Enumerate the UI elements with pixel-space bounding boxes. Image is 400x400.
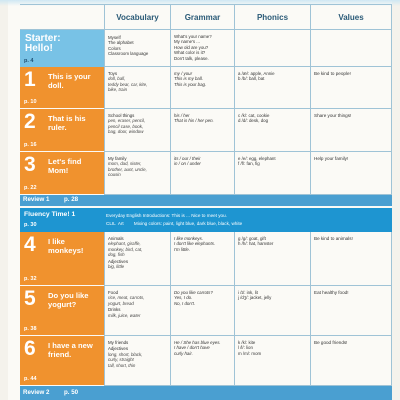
- unit-values-text: [314, 340, 390, 345]
- unit-phonics-text: [238, 113, 309, 124]
- vocab-item: My friends: [108, 340, 129, 345]
- grammar-item: This is your bag.: [174, 81, 207, 87]
- phonics-item: b /b/: ball, bat: [238, 76, 265, 82]
- phonics-item: j /dʒ/: jacket, jelly: [238, 295, 272, 301]
- vocab-item: yogurt, bread: [108, 300, 134, 306]
- unit-page: p. 16: [24, 142, 37, 148]
- unit-3-vocab-cell: [104, 152, 171, 195]
- unit-vocab-text: [108, 71, 170, 93]
- fluency-bar: [20, 208, 392, 232]
- unit-grammar-text: [174, 340, 233, 356]
- unit-3-phonics-cell: [235, 152, 311, 195]
- unit-6-cell: [20, 336, 104, 386]
- grammar-item: This is my ball.: [174, 76, 204, 82]
- unit-phonics-text: [238, 236, 309, 247]
- unit-number: 1: [24, 68, 36, 91]
- vocab-item: School things: [108, 113, 135, 118]
- unit-vocab-text: [108, 113, 170, 135]
- vocab-item: cousin: [108, 172, 121, 178]
- grammar-item: No, I don't.: [174, 300, 196, 306]
- review-2-page: p. 50: [64, 389, 79, 396]
- starter-vocab-cell: [104, 30, 171, 67]
- starter-phonics-cell: [235, 30, 311, 67]
- phonics-item: k /k/: kite: [238, 340, 256, 345]
- fluency-line-1: Everyday English Introductions: This is ... Nice to meet you.: [106, 213, 227, 218]
- phonics-item: e /e/: egg, elephant: [238, 156, 276, 161]
- vocab-item: Adjectives: [108, 346, 129, 352]
- starter-title: [25, 34, 61, 54]
- starter-cell: [20, 30, 104, 67]
- phonics-item: m /m/: mom: [238, 350, 262, 356]
- unit-number: 4: [24, 233, 36, 256]
- unit-title: Let's find Mom!: [48, 157, 82, 175]
- starter-grammar-cell: [171, 30, 235, 67]
- unit-2-grammar-cell: [171, 109, 235, 152]
- values-item: Be good friends!: [314, 340, 348, 345]
- unit-6-grammar-cell: [171, 336, 235, 386]
- review-1-bar: [20, 195, 392, 206]
- phonics-item: a /æ/: apple, Annie: [238, 71, 275, 76]
- vocab-item: pen, eraser, pencil,: [108, 118, 146, 124]
- unit-page: p. 32: [24, 276, 37, 282]
- grammar-item: He / She has blue eyes.: [174, 340, 221, 345]
- starter-vocab-item: Myself: [108, 35, 121, 40]
- vocab-item: bag, door, window: [108, 129, 144, 135]
- header-phonics: Phonics: [235, 4, 311, 30]
- vocab-item: long, short, black,: [108, 351, 143, 357]
- unit-grammar-text: [174, 236, 233, 252]
- unit-grammar-text: [174, 156, 233, 167]
- unit-title: That is his ruler.: [48, 114, 86, 132]
- vocab-item: Drinks: [108, 307, 121, 313]
- values-item: Be kind to people!: [314, 71, 351, 76]
- unit-3-grammar-cell: [171, 152, 235, 195]
- unit-values-text: [314, 113, 390, 118]
- unit-3-cell: [20, 152, 104, 195]
- grammar-item: I'm little.: [174, 246, 190, 252]
- phonics-item: c /k/: cat, cookie: [238, 113, 270, 118]
- unit-2-phonics-cell: [235, 109, 311, 152]
- unit-values-text: [314, 71, 390, 76]
- phonics-item: h /h/: hat, hamster: [238, 241, 274, 247]
- unit-phonics-text: [238, 340, 309, 356]
- header-grammar: Grammar: [171, 4, 235, 30]
- unit-phonics-text: [238, 71, 309, 82]
- unit-5-phonics-cell: [235, 286, 311, 336]
- vocab-item: milk, juice, water: [108, 312, 141, 318]
- vocab-item: big, little: [108, 264, 125, 270]
- unit-5-vocab-cell: [104, 286, 171, 336]
- phonics-item: g /g/: goat, gift: [238, 236, 266, 241]
- vocab-item: pencil case, book,: [108, 123, 144, 129]
- phonics-item: f /f/: fan, fig: [238, 161, 260, 167]
- starter-grammar-item: How old are you?: [174, 44, 209, 50]
- unit-5-grammar-cell: [171, 286, 235, 336]
- grammar-item: Yes, I do.: [174, 295, 193, 301]
- grammar-item: I don't like elephants.: [174, 241, 216, 247]
- unit-6-vocab-cell: [104, 336, 171, 386]
- starter-vocab-item: Classroom language: [108, 51, 149, 57]
- review-1-label: Review 1: [23, 196, 50, 203]
- grammar-item: I have / don't have: [174, 345, 210, 351]
- vocab-item: brother, aunt, uncle,: [108, 166, 147, 172]
- starter-grammar-item: My name's ...: [174, 39, 200, 45]
- vocab-item: elephant, giraffe,: [108, 241, 141, 247]
- unit-1-vocab-cell: [104, 67, 171, 109]
- unit-grammar-text: [174, 113, 233, 124]
- unit-phonics-text: [238, 156, 309, 167]
- unit-title: I like monkeys!: [48, 237, 84, 255]
- vocab-item: My family: [108, 156, 127, 161]
- grammar-item: its / our / their: [174, 156, 201, 161]
- unit-2-vocab-cell: [104, 109, 171, 152]
- unit-1-grammar-cell: [171, 67, 235, 109]
- unit-5-values-cell: [311, 286, 392, 336]
- unit-4-cell: [20, 232, 104, 286]
- grammar-item: I like monkeys.: [174, 236, 204, 241]
- unit-4-phonics-cell: [235, 232, 311, 286]
- fluency-page: p. 30: [24, 222, 37, 228]
- values-item: Eat healthy food!: [314, 290, 349, 295]
- unit-4-grammar-cell: [171, 232, 235, 286]
- unit-1-values-cell: [311, 67, 392, 109]
- fluency-title: Fluency Time! 1: [24, 211, 76, 218]
- starter-page: p. 4: [24, 58, 34, 64]
- phonics-item: l /l/: lion: [238, 345, 253, 351]
- unit-5-cell: [20, 286, 104, 336]
- starter-vocab-item: Colors: [108, 45, 121, 51]
- starter-values-cell: [311, 30, 392, 67]
- review-2-bar: [20, 386, 392, 400]
- phonics-item: d /d/: desk, dog: [238, 118, 269, 124]
- vocab-item: Food: [108, 290, 119, 295]
- vocab-item: curly, straight: [108, 357, 134, 363]
- header-vocabulary: Vocabulary: [104, 4, 171, 30]
- unit-vocab-text: [108, 340, 170, 368]
- unit-3-values-cell: [311, 152, 392, 195]
- vocab-item: Adjectives: [108, 258, 129, 264]
- unit-1-phonics-cell: [235, 67, 311, 109]
- grammar-item: That is his / her pen.: [174, 118, 214, 124]
- unit-1-cell: [20, 67, 104, 109]
- starter-title-line1: Starter:: [25, 33, 61, 44]
- starter-title-line2: Hello!: [25, 43, 53, 54]
- unit-values-text: [314, 236, 390, 241]
- vocab-item: Toys: [108, 71, 118, 76]
- unit-number: 6: [24, 337, 36, 360]
- vocab-item: teddy bear, car, kite,: [108, 81, 148, 87]
- unit-2-values-cell: [311, 109, 392, 152]
- unit-values-text: [314, 290, 390, 295]
- unit-vocab-text: [108, 156, 170, 178]
- review-1-page: p. 28: [64, 196, 79, 203]
- unit-page: p. 44: [24, 376, 37, 382]
- unit-page: p. 22: [24, 185, 37, 191]
- starter-vocab-item: The alphabet: [108, 40, 134, 46]
- grammar-item: curly hair.: [174, 350, 193, 356]
- unit-title: Do you like yogurt?: [48, 291, 89, 309]
- unit-vocab-text: [108, 290, 170, 318]
- vocab-item: dog, fish: [108, 252, 125, 258]
- unit-number: 2: [24, 110, 36, 133]
- unit-2-cell: [20, 109, 104, 152]
- vocab-item: rice, meat, carrots,: [108, 295, 145, 301]
- vocab-item: monkey, bird, cat,: [108, 246, 143, 252]
- unit-title: This is your doll.: [48, 72, 91, 90]
- header-values: Values: [311, 4, 392, 30]
- vocab-item: doll, ball,: [108, 76, 126, 82]
- values-item: Help your family!: [314, 156, 349, 161]
- starter-grammar: [174, 34, 212, 61]
- starter-grammar-item: What color is it?: [174, 50, 206, 56]
- unit-grammar-text: [174, 71, 233, 87]
- grammar-item: his / her: [174, 113, 190, 118]
- grammar-item: Do you like carrots?: [174, 290, 213, 295]
- unit-number: 3: [24, 153, 36, 176]
- unit-6-phonics-cell: [235, 336, 311, 386]
- values-item: Share your things!: [314, 113, 352, 118]
- starter-grammar-item: Don't talk, please.: [174, 55, 209, 61]
- vocab-item: tall, short, thin: [108, 362, 136, 368]
- unit-4-vocab-cell: [104, 232, 171, 286]
- unit-page: p. 10: [24, 99, 37, 105]
- unit-page: p. 38: [24, 326, 37, 332]
- starter-vocab: [108, 35, 148, 57]
- starter-grammar-item: What's your name?: [174, 34, 212, 39]
- unit-title: I have a new friend.: [48, 341, 93, 359]
- unit-phonics-text: [238, 290, 309, 301]
- grammar-item: my / your: [174, 71, 193, 76]
- values-item: Be kind to animals!: [314, 236, 353, 241]
- phonics-item: i /ɪ/: ink, lit: [238, 290, 258, 295]
- fluency-line-2: CLIL Art Mixing colors: paint, light blue, dark blue, black, white: [106, 221, 243, 226]
- vocab-item: bike, train: [108, 87, 128, 93]
- vocab-item: Animals: [108, 236, 124, 241]
- review-2-label: Review 2: [23, 389, 50, 396]
- unit-values-text: [314, 156, 390, 161]
- unit-grammar-text: [174, 290, 233, 306]
- vocab-item: mom, dad, sister,: [108, 161, 142, 167]
- unit-number: 5: [24, 287, 36, 310]
- unit-4-values-cell: [311, 232, 392, 286]
- grammar-item: in / on / under: [174, 161, 201, 167]
- unit-vocab-text: [108, 236, 170, 269]
- unit-6-values-cell: [311, 336, 392, 386]
